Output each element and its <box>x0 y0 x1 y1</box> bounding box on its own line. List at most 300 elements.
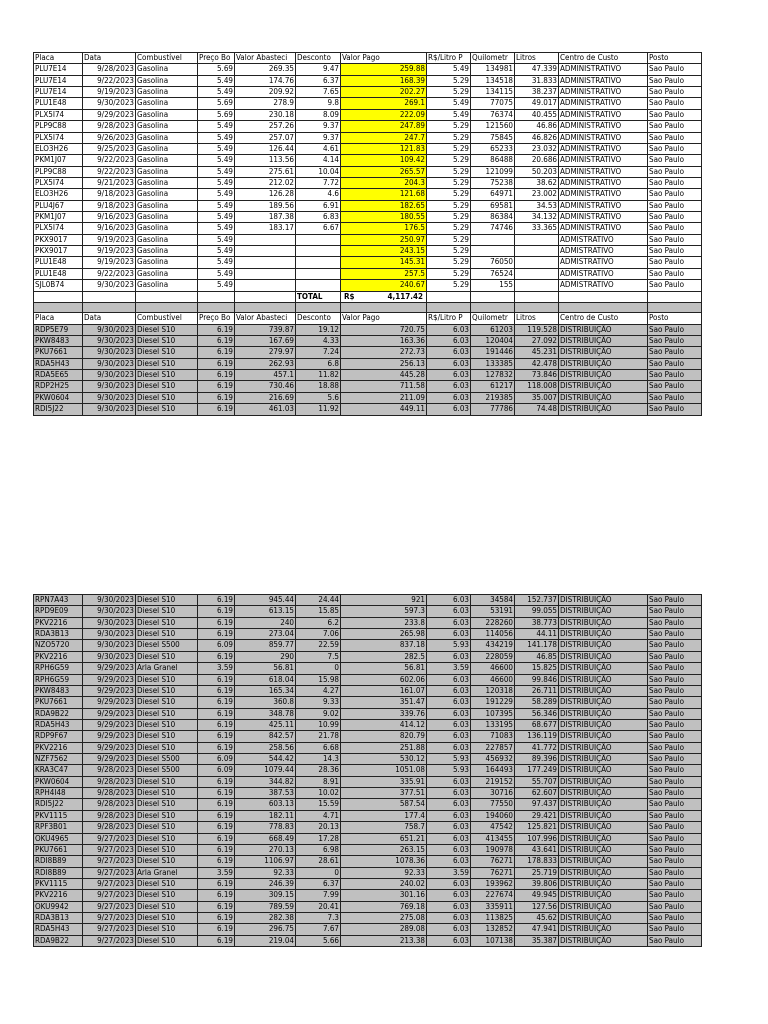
cell-desconto[interactable]: 0 <box>296 663 341 674</box>
cell-preco-bomba[interactable]: 6.19 <box>198 719 235 730</box>
cell-desconto[interactable]: 15.59 <box>296 799 341 810</box>
cell-preco-bomba[interactable]: 6.19 <box>198 776 235 787</box>
cell-desconto[interactable]: 4.61 <box>296 143 341 154</box>
cell-posto[interactable]: Sao Paulo <box>648 844 702 855</box>
cell-posto[interactable]: Sao Paulo <box>648 257 702 268</box>
cell-litros[interactable]: 43.641 <box>515 844 559 855</box>
cell-valor-abastecido[interactable]: 457.1 <box>235 370 296 381</box>
cell-centro-de-custo[interactable]: DISTRIBUIÇÃO <box>559 381 648 392</box>
cell-placa[interactable]: PLX5I74 <box>34 109 83 120</box>
cell-posto[interactable]: Sao Paulo <box>648 685 702 696</box>
cell-preco-bomba[interactable]: 6.19 <box>198 392 235 403</box>
cell-data[interactable]: 9/30/2023 <box>83 404 136 415</box>
cell-valor-pago[interactable]: 251.88 <box>341 742 427 753</box>
header-data[interactable]: Data <box>83 313 136 324</box>
cell-desconto[interactable]: 18.88 <box>296 381 341 392</box>
cell-posto[interactable]: Sao Paulo <box>648 833 702 844</box>
empty-cell[interactable] <box>198 302 235 312</box>
cell-quilometragem[interactable]: 46600 <box>471 674 515 685</box>
cell-litros[interactable]: 125.821 <box>515 822 559 833</box>
cell-posto[interactable]: Sao Paulo <box>648 913 702 924</box>
cell-quilometragem[interactable]: 107138 <box>471 935 515 946</box>
cell-combustivel[interactable]: Gasolina <box>136 155 198 166</box>
cell-placa[interactable]: RDA5H43 <box>34 924 83 935</box>
cell-preco-bomba[interactable]: 6.19 <box>198 856 235 867</box>
cell-combustivel[interactable]: Diesel S10 <box>136 358 198 369</box>
cell-posto[interactable]: Sao Paulo <box>648 358 702 369</box>
cell-posto[interactable]: Sao Paulo <box>648 788 702 799</box>
cell-placa[interactable]: PLU4J67 <box>34 200 83 211</box>
cell-combustivel[interactable]: Gasolina <box>136 246 198 257</box>
cell-data[interactable]: 9/22/2023 <box>83 268 136 279</box>
cell-rs-litro-pago[interactable]: 6.03 <box>427 708 471 719</box>
cell-quilometragem[interactable]: 75845 <box>471 132 515 143</box>
empty-cell[interactable] <box>34 302 83 312</box>
cell-litros[interactable]: 35.007 <box>515 392 559 403</box>
cell-centro-de-custo[interactable]: ADMISTRATIVO <box>559 234 648 245</box>
cell-preco-bomba[interactable]: 6.19 <box>198 370 235 381</box>
cell-centro-de-custo[interactable]: DISTRIBUIÇÃO <box>559 629 648 640</box>
empty-cell[interactable] <box>83 291 136 302</box>
cell-rs-litro-pago[interactable]: 6.03 <box>427 776 471 787</box>
cell-quilometragem[interactable]: 219152 <box>471 776 515 787</box>
cell-quilometragem[interactable]: 77075 <box>471 98 515 109</box>
empty-cell[interactable] <box>648 291 702 302</box>
cell-centro-de-custo[interactable]: DISTRIBUIÇÃO <box>559 731 648 742</box>
cell-quilometragem[interactable]: 76524 <box>471 268 515 279</box>
cell-quilometragem[interactable]: 155 <box>471 280 515 291</box>
cell-data[interactable]: 9/25/2023 <box>83 143 136 154</box>
cell-preco-bomba[interactable]: 6.19 <box>198 788 235 799</box>
cell-data[interactable]: 9/28/2023 <box>83 788 136 799</box>
cell-valor-pago[interactable]: 414.12 <box>341 719 427 730</box>
cell-posto[interactable]: Sao Paulo <box>648 674 702 685</box>
cell-rs-litro-pago[interactable]: 6.03 <box>427 822 471 833</box>
cell-preco-bomba[interactable]: 5.49 <box>198 155 235 166</box>
cell-data[interactable]: 9/26/2023 <box>83 132 136 143</box>
cell-litros[interactable]: 46.826 <box>515 132 559 143</box>
cell-quilometragem[interactable]: 190978 <box>471 844 515 855</box>
cell-desconto[interactable]: 10.04 <box>296 166 341 177</box>
cell-litros[interactable]: 46.85 <box>515 651 559 662</box>
header-valor-abastecido[interactable]: Valor Abasteci <box>235 53 296 64</box>
cell-combustivel[interactable]: Gasolina <box>136 177 198 188</box>
cell-centro-de-custo[interactable]: DISTRIBUIÇÃO <box>559 370 648 381</box>
cell-quilometragem[interactable]: 71083 <box>471 731 515 742</box>
cell-valor-abastecido[interactable]: 269.35 <box>235 64 296 75</box>
cell-litros[interactable]: 38.237 <box>515 87 559 98</box>
cell-centro-de-custo[interactable]: ADMISTRATIVO <box>559 246 648 257</box>
cell-rs-litro-pago[interactable]: 5.29 <box>427 212 471 223</box>
cell-data[interactable]: 9/16/2023 <box>83 223 136 234</box>
cell-quilometragem[interactable]: 75238 <box>471 177 515 188</box>
cell-litros[interactable]: 178.833 <box>515 856 559 867</box>
cell-rs-litro-pago[interactable]: 6.03 <box>427 742 471 753</box>
cell-centro-de-custo[interactable]: DISTRIBUIÇÃO <box>559 822 648 833</box>
cell-valor-pago[interactable]: 121.68 <box>341 189 427 200</box>
cell-quilometragem[interactable]: 194060 <box>471 810 515 821</box>
cell-litros[interactable]: 27.092 <box>515 335 559 346</box>
cell-preco-bomba[interactable]: 6.09 <box>198 754 235 765</box>
cell-desconto[interactable]: 9.37 <box>296 121 341 132</box>
cell-desconto[interactable]: 9.37 <box>296 132 341 143</box>
cell-posto[interactable]: Sao Paulo <box>648 246 702 257</box>
cell-combustivel[interactable]: Diesel S10 <box>136 595 198 606</box>
cell-data[interactable]: 9/28/2023 <box>83 765 136 776</box>
cell-quilometragem[interactable]: 134981 <box>471 64 515 75</box>
cell-combustivel[interactable]: Diesel S10 <box>136 810 198 821</box>
cell-quilometragem[interactable]: 34584 <box>471 595 515 606</box>
empty-cell[interactable] <box>515 291 559 302</box>
cell-data[interactable]: 9/29/2023 <box>83 685 136 696</box>
cell-data[interactable]: 9/30/2023 <box>83 606 136 617</box>
cell-desconto[interactable]: 22.59 <box>296 640 341 651</box>
cell-valor-abastecido[interactable]: 279.97 <box>235 347 296 358</box>
cell-valor-pago[interactable]: 339.76 <box>341 708 427 719</box>
cell-preco-bomba[interactable]: 5.49 <box>198 143 235 154</box>
cell-centro-de-custo[interactable]: DISTRIBUIÇÃO <box>559 685 648 696</box>
cell-centro-de-custo[interactable]: DISTRIBUIÇÃO <box>559 663 648 674</box>
cell-quilometragem[interactable]: 113825 <box>471 913 515 924</box>
cell-data[interactable]: 9/27/2023 <box>83 833 136 844</box>
cell-preco-bomba[interactable]: 5.49 <box>198 212 235 223</box>
cell-valor-abastecido[interactable]: 174.76 <box>235 75 296 86</box>
cell-quilometragem[interactable]: 64971 <box>471 189 515 200</box>
cell-placa[interactable]: PLU1E48 <box>34 268 83 279</box>
cell-centro-de-custo[interactable]: ADMINISTRATIVO <box>559 75 648 86</box>
cell-combustivel[interactable]: Diesel S10 <box>136 856 198 867</box>
header-posto[interactable]: Posto <box>648 53 702 64</box>
cell-preco-bomba[interactable]: 6.19 <box>198 924 235 935</box>
cell-combustivel[interactable]: Diesel S10 <box>136 392 198 403</box>
empty-cell[interactable] <box>471 302 515 312</box>
cell-placa[interactable]: RDA3B13 <box>34 629 83 640</box>
cell-quilometragem[interactable]: 228059 <box>471 651 515 662</box>
cell-valor-pago[interactable]: 275.08 <box>341 913 427 924</box>
cell-desconto[interactable]: 7.5 <box>296 651 341 662</box>
cell-valor-pago[interactable]: 222.09 <box>341 109 427 120</box>
cell-quilometragem[interactable]: 228260 <box>471 617 515 628</box>
cell-rs-litro-pago[interactable]: 6.03 <box>427 901 471 912</box>
empty-cell[interactable] <box>296 302 341 312</box>
cell-combustivel[interactable]: Gasolina <box>136 189 198 200</box>
cell-valor-abastecido[interactable] <box>235 257 296 268</box>
cell-valor-abastecido[interactable]: 273.04 <box>235 629 296 640</box>
cell-centro-de-custo[interactable]: DISTRIBUIÇÃO <box>559 392 648 403</box>
cell-valor-pago[interactable]: 837.18 <box>341 640 427 651</box>
cell-rs-litro-pago[interactable]: 3.59 <box>427 663 471 674</box>
cell-rs-litro-pago[interactable]: 6.03 <box>427 358 471 369</box>
header-centro-de-custo[interactable]: Centro de Custo <box>559 53 648 64</box>
cell-valor-pago[interactable]: 921 <box>341 595 427 606</box>
cell-desconto[interactable]: 7.99 <box>296 890 341 901</box>
cell-valor-pago[interactable]: 259.88 <box>341 64 427 75</box>
cell-litros[interactable]: 46.86 <box>515 121 559 132</box>
cell-valor-pago[interactable]: 587.54 <box>341 799 427 810</box>
cell-placa[interactable]: RDI5J22 <box>34 404 83 415</box>
header-litros[interactable]: Litros <box>515 313 559 324</box>
cell-centro-de-custo[interactable]: DISTRIBUIÇÃO <box>559 833 648 844</box>
cell-centro-de-custo[interactable]: ADMINISTRATIVO <box>559 166 648 177</box>
cell-combustivel[interactable]: Diesel S500 <box>136 765 198 776</box>
cell-posto[interactable]: Sao Paulo <box>648 121 702 132</box>
cell-preco-bomba[interactable]: 6.19 <box>198 651 235 662</box>
cell-combustivel[interactable]: Diesel S10 <box>136 697 198 708</box>
cell-preco-bomba[interactable]: 6.19 <box>198 347 235 358</box>
cell-valor-pago[interactable]: 145.31 <box>341 257 427 268</box>
cell-placa[interactable]: PKX9017 <box>34 246 83 257</box>
cell-desconto[interactable] <box>296 257 341 268</box>
cell-valor-pago[interactable]: 121.83 <box>341 143 427 154</box>
cell-posto[interactable]: Sao Paulo <box>648 731 702 742</box>
cell-placa[interactable]: PKV2216 <box>34 617 83 628</box>
cell-data[interactable]: 9/27/2023 <box>83 901 136 912</box>
cell-litros[interactable]: 74.48 <box>515 404 559 415</box>
empty-cell[interactable] <box>235 291 296 302</box>
cell-litros[interactable]: 49.945 <box>515 890 559 901</box>
cell-litros[interactable]: 97.437 <box>515 799 559 810</box>
cell-quilometragem[interactable]: 61217 <box>471 381 515 392</box>
cell-preco-bomba[interactable]: 6.19 <box>198 935 235 946</box>
cell-preco-bomba[interactable]: 5.49 <box>198 200 235 211</box>
cell-quilometragem[interactable]: 74746 <box>471 223 515 234</box>
cell-data[interactable]: 9/30/2023 <box>83 347 136 358</box>
cell-rs-litro-pago[interactable]: 3.59 <box>427 867 471 878</box>
cell-valor-abastecido[interactable]: 126.28 <box>235 189 296 200</box>
cell-combustivel[interactable]: Gasolina <box>136 132 198 143</box>
cell-preco-bomba[interactable]: 6.19 <box>198 595 235 606</box>
cell-data[interactable]: 9/29/2023 <box>83 754 136 765</box>
cell-valor-abastecido[interactable]: 613.15 <box>235 606 296 617</box>
cell-preco-bomba[interactable]: 6.19 <box>198 878 235 889</box>
cell-combustivel[interactable]: Diesel S10 <box>136 822 198 833</box>
cell-valor-pago[interactable]: 1078.36 <box>341 856 427 867</box>
cell-quilometragem[interactable]: 69581 <box>471 200 515 211</box>
cell-combustivel[interactable]: Gasolina <box>136 166 198 177</box>
cell-rs-litro-pago[interactable]: 6.03 <box>427 617 471 628</box>
empty-cell[interactable] <box>136 302 198 312</box>
cell-quilometragem[interactable]: 107395 <box>471 708 515 719</box>
cell-centro-de-custo[interactable]: ADMINISTRATIVO <box>559 143 648 154</box>
cell-rs-litro-pago[interactable]: 6.03 <box>427 629 471 640</box>
cell-centro-de-custo[interactable]: DISTRIBUIÇÃO <box>559 606 648 617</box>
cell-centro-de-custo[interactable]: DISTRIBUIÇÃO <box>559 878 648 889</box>
cell-valor-pago[interactable]: 213.38 <box>341 935 427 946</box>
cell-litros[interactable]: 47.339 <box>515 64 559 75</box>
cell-centro-de-custo[interactable]: DISTRIBUIÇÃO <box>559 640 648 651</box>
cell-placa[interactable]: OKU4965 <box>34 833 83 844</box>
cell-preco-bomba[interactable]: 6.19 <box>198 358 235 369</box>
cell-preco-bomba[interactable]: 6.19 <box>198 731 235 742</box>
cell-desconto[interactable]: 15.98 <box>296 674 341 685</box>
cell-valor-abastecido[interactable]: 348.78 <box>235 708 296 719</box>
cell-desconto[interactable]: 20.41 <box>296 901 341 912</box>
cell-rs-litro-pago[interactable]: 6.03 <box>427 890 471 901</box>
cell-data[interactable]: 9/28/2023 <box>83 810 136 821</box>
cell-data[interactable]: 9/28/2023 <box>83 799 136 810</box>
header-valor-pago[interactable]: Valor Pago <box>341 53 427 64</box>
cell-valor-pago[interactable]: 176.5 <box>341 223 427 234</box>
cell-data[interactable]: 9/27/2023 <box>83 844 136 855</box>
cell-valor-abastecido[interactable]: 668.49 <box>235 833 296 844</box>
empty-cell[interactable] <box>83 302 136 312</box>
cell-preco-bomba[interactable]: 5.69 <box>198 109 235 120</box>
cell-placa[interactable]: RDA5H43 <box>34 358 83 369</box>
cell-centro-de-custo[interactable]: DISTRIBUIÇÃO <box>559 788 648 799</box>
cell-placa[interactable]: RDA9B22 <box>34 935 83 946</box>
cell-valor-abastecido[interactable]: 945.44 <box>235 595 296 606</box>
cell-valor-abastecido[interactable]: 187.38 <box>235 212 296 223</box>
cell-rs-litro-pago[interactable]: 6.03 <box>427 935 471 946</box>
cell-combustivel[interactable]: Gasolina <box>136 268 198 279</box>
cell-placa[interactable]: PKU7661 <box>34 347 83 358</box>
cell-valor-pago[interactable]: 182.65 <box>341 200 427 211</box>
cell-valor-pago[interactable]: 109.42 <box>341 155 427 166</box>
cell-combustivel[interactable]: Diesel S10 <box>136 935 198 946</box>
cell-quilometragem[interactable]: 219385 <box>471 392 515 403</box>
cell-posto[interactable]: Sao Paulo <box>648 742 702 753</box>
cell-valor-abastecido[interactable]: 290 <box>235 651 296 662</box>
cell-valor-abastecido[interactable]: 618.04 <box>235 674 296 685</box>
cell-rs-litro-pago[interactable]: 6.03 <box>427 731 471 742</box>
cell-placa[interactable]: PKW0604 <box>34 392 83 403</box>
cell-posto[interactable]: Sao Paulo <box>648 166 702 177</box>
cell-centro-de-custo[interactable]: DISTRIBUIÇÃO <box>559 617 648 628</box>
cell-valor-abastecido[interactable]: 778.83 <box>235 822 296 833</box>
cell-preco-bomba[interactable]: 6.19 <box>198 708 235 719</box>
cell-combustivel[interactable]: Gasolina <box>136 64 198 75</box>
header-posto[interactable]: Posto <box>648 313 702 324</box>
cell-valor-pago[interactable]: 720.75 <box>341 324 427 335</box>
cell-preco-bomba[interactable]: 5.49 <box>198 280 235 291</box>
cell-litros[interactable]: 31.833 <box>515 75 559 86</box>
cell-valor-pago[interactable]: 240.67 <box>341 280 427 291</box>
total-value-cell[interactable] <box>341 291 427 302</box>
empty-cell[interactable] <box>648 302 702 312</box>
cell-posto[interactable]: Sao Paulo <box>648 370 702 381</box>
cell-rs-litro-pago[interactable]: 6.03 <box>427 833 471 844</box>
cell-desconto[interactable]: 4.33 <box>296 335 341 346</box>
cell-valor-pago[interactable]: 247.7 <box>341 132 427 143</box>
cell-placa[interactable]: PLU7E14 <box>34 87 83 98</box>
cell-quilometragem[interactable]: 191229 <box>471 697 515 708</box>
cell-posto[interactable]: Sao Paulo <box>648 595 702 606</box>
cell-desconto[interactable]: 4.14 <box>296 155 341 166</box>
cell-data[interactable]: 9/28/2023 <box>83 822 136 833</box>
cell-posto[interactable]: Sao Paulo <box>648 392 702 403</box>
cell-litros[interactable]: 127.56 <box>515 901 559 912</box>
cell-data[interactable]: 9/22/2023 <box>83 75 136 86</box>
cell-valor-pago[interactable]: 769.18 <box>341 901 427 912</box>
cell-quilometragem[interactable]: 120404 <box>471 335 515 346</box>
cell-valor-pago[interactable]: 204.3 <box>341 177 427 188</box>
cell-data[interactable]: 9/30/2023 <box>83 335 136 346</box>
cell-quilometragem[interactable] <box>471 234 515 245</box>
cell-centro-de-custo[interactable]: DISTRIBUIÇÃO <box>559 719 648 730</box>
cell-litros[interactable]: 42.478 <box>515 358 559 369</box>
cell-preco-bomba[interactable]: 6.19 <box>198 799 235 810</box>
cell-rs-litro-pago[interactable]: 6.03 <box>427 347 471 358</box>
cell-quilometragem[interactable]: 76271 <box>471 856 515 867</box>
cell-centro-de-custo[interactable]: DISTRIBUIÇÃO <box>559 901 648 912</box>
cell-data[interactable]: 9/28/2023 <box>83 776 136 787</box>
cell-data[interactable]: 9/30/2023 <box>83 381 136 392</box>
cell-rs-litro-pago[interactable]: 5.29 <box>427 268 471 279</box>
cell-data[interactable]: 9/21/2023 <box>83 177 136 188</box>
cell-rs-litro-pago[interactable]: 6.03 <box>427 788 471 799</box>
cell-data[interactable]: 9/28/2023 <box>83 64 136 75</box>
cell-litros[interactable]: 107.996 <box>515 833 559 844</box>
cell-desconto[interactable]: 14.3 <box>296 754 341 765</box>
cell-quilometragem[interactable]: 456932 <box>471 754 515 765</box>
cell-combustivel[interactable]: Diesel S10 <box>136 901 198 912</box>
cell-data[interactable]: 9/30/2023 <box>83 392 136 403</box>
cell-valor-abastecido[interactable]: 309.15 <box>235 890 296 901</box>
cell-placa[interactable]: RPH6G59 <box>34 674 83 685</box>
cell-posto[interactable]: Sao Paulo <box>648 98 702 109</box>
cell-valor-abastecido[interactable]: 219.04 <box>235 935 296 946</box>
cell-preco-bomba[interactable]: 6.19 <box>198 810 235 821</box>
header-preco-bomba[interactable]: Preço Bo <box>198 53 235 64</box>
cell-valor-pago[interactable]: 240.02 <box>341 878 427 889</box>
cell-placa[interactable]: PKX9017 <box>34 234 83 245</box>
cell-combustivel[interactable]: Diesel S10 <box>136 799 198 810</box>
cell-quilometragem[interactable]: 76374 <box>471 109 515 120</box>
cell-litros[interactable] <box>515 257 559 268</box>
cell-data[interactable]: 9/30/2023 <box>83 370 136 381</box>
cell-desconto[interactable]: 7.72 <box>296 177 341 188</box>
cell-valor-abastecido[interactable] <box>235 268 296 279</box>
cell-data[interactable]: 9/29/2023 <box>83 719 136 730</box>
cell-centro-de-custo[interactable]: DISTRIBUIÇÃO <box>559 924 648 935</box>
cell-valor-abastecido[interactable]: 257.26 <box>235 121 296 132</box>
cell-centro-de-custo[interactable]: DISTRIBUIÇÃO <box>559 799 648 810</box>
cell-placa[interactable]: PLX5I74 <box>34 132 83 143</box>
cell-desconto[interactable]: 10.99 <box>296 719 341 730</box>
cell-centro-de-custo[interactable]: DISTRIBUIÇÃO <box>559 358 648 369</box>
cell-centro-de-custo[interactable]: ADMINISTRATIVO <box>559 189 648 200</box>
cell-valor-pago[interactable]: 177.4 <box>341 810 427 821</box>
cell-combustivel[interactable]: Gasolina <box>136 280 198 291</box>
empty-cell[interactable] <box>471 291 515 302</box>
cell-valor-pago[interactable]: 282.5 <box>341 651 427 662</box>
cell-posto[interactable]: Sao Paulo <box>648 935 702 946</box>
cell-desconto[interactable]: 9.8 <box>296 98 341 109</box>
header-placa[interactable]: Placa <box>34 53 83 64</box>
cell-desconto[interactable]: 6.8 <box>296 358 341 369</box>
cell-valor-pago[interactable]: 250.97 <box>341 234 427 245</box>
cell-posto[interactable]: Sao Paulo <box>648 878 702 889</box>
cell-combustivel[interactable]: Diesel S10 <box>136 347 198 358</box>
empty-cell[interactable] <box>341 302 427 312</box>
cell-combustivel[interactable]: Diesel S10 <box>136 651 198 662</box>
cell-desconto[interactable]: 6.37 <box>296 75 341 86</box>
cell-posto[interactable]: Sao Paulo <box>648 867 702 878</box>
cell-combustivel[interactable]: Diesel S10 <box>136 404 198 415</box>
cell-preco-bomba[interactable]: 6.09 <box>198 765 235 776</box>
cell-quilometragem[interactable]: 133195 <box>471 719 515 730</box>
cell-desconto[interactable]: 6.2 <box>296 617 341 628</box>
cell-quilometragem[interactable]: 134115 <box>471 87 515 98</box>
cell-data[interactable]: 9/18/2023 <box>83 200 136 211</box>
cell-valor-pago[interactable]: 758.7 <box>341 822 427 833</box>
cell-litros[interactable]: 15.825 <box>515 663 559 674</box>
cell-litros[interactable]: 47.941 <box>515 924 559 935</box>
cell-centro-de-custo[interactable]: ADMINISTRATIVO <box>559 87 648 98</box>
cell-posto[interactable]: Sao Paulo <box>648 64 702 75</box>
cell-posto[interactable]: Sao Paulo <box>648 697 702 708</box>
cell-valor-abastecido[interactable]: 182.11 <box>235 810 296 821</box>
